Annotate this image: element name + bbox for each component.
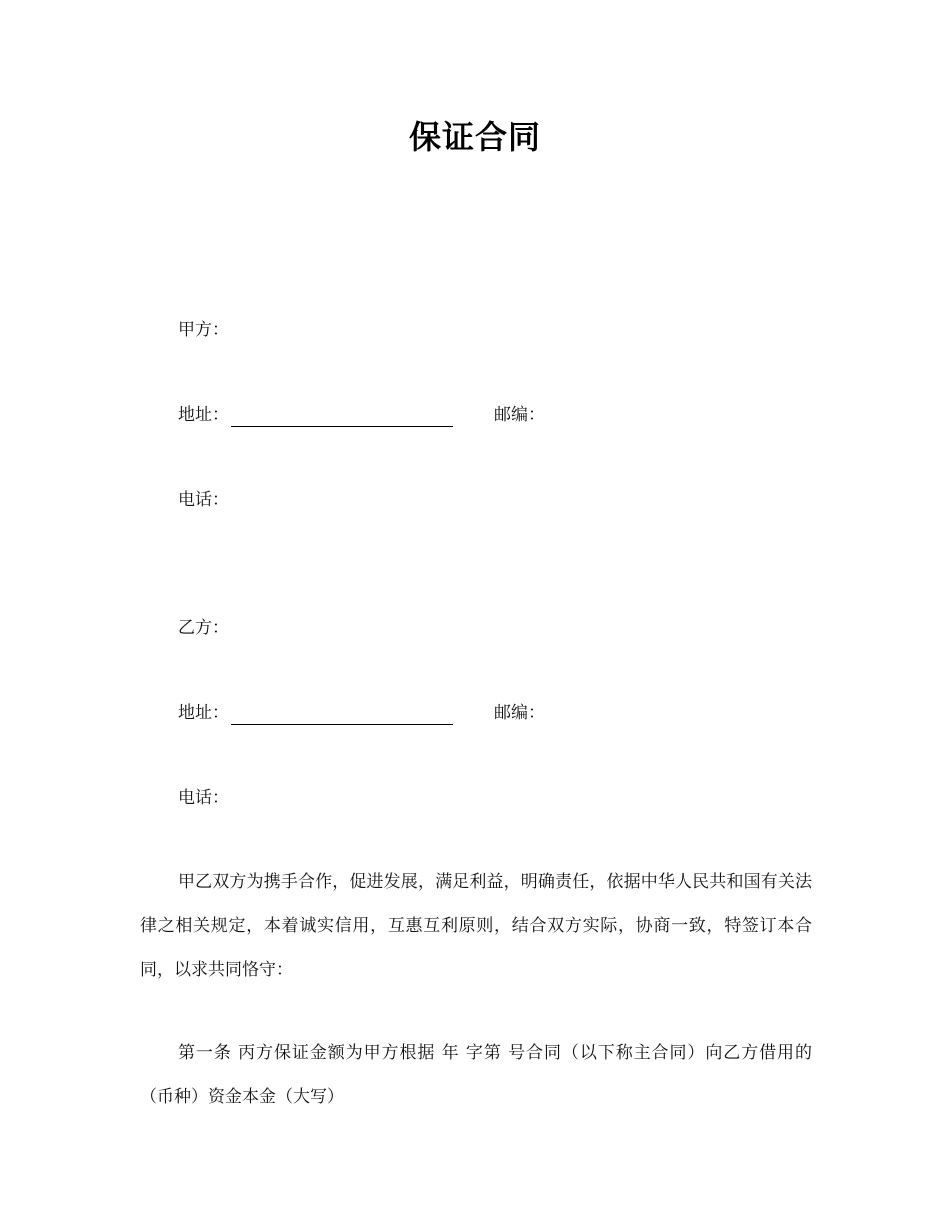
preamble-paragraph: 甲乙双方为携手合作，促进发展，满足利益，明确责任，依据中华人民共和国有关法律之相关规定，本着诚实信用，互惠互利原则，结合双方实际，协商一致，特签订本合同，以求共同恪守： bbox=[140, 872, 812, 980]
party-b-address-row bbox=[178, 701, 453, 725]
party-a-postcode-label: 邮编： bbox=[494, 405, 545, 425]
party-b-address-blank[interactable] bbox=[231, 706, 453, 725]
party-b-name-label: 乙方： bbox=[178, 618, 229, 638]
party-a-phone-label: 电话： bbox=[178, 490, 229, 510]
article-1-paragraph: 第一条 丙方保证金额为甲方根据 年 字第 号合同（以下称主合同）向乙方借用的 （币种）资金本金（大写） bbox=[140, 1043, 812, 1107]
document-title: 保证合同 bbox=[408, 118, 541, 156]
party-a-address-blank[interactable] bbox=[231, 408, 453, 427]
party-a-address-row bbox=[178, 403, 453, 427]
party-b-postcode-label: 邮编： bbox=[494, 703, 545, 723]
party-b-phone-label: 电话： bbox=[178, 788, 229, 808]
party-a-address-label: 地址： bbox=[178, 405, 229, 425]
party-b-address-label: 地址： bbox=[178, 703, 229, 723]
party-a-name-label: 甲方： bbox=[178, 320, 229, 340]
